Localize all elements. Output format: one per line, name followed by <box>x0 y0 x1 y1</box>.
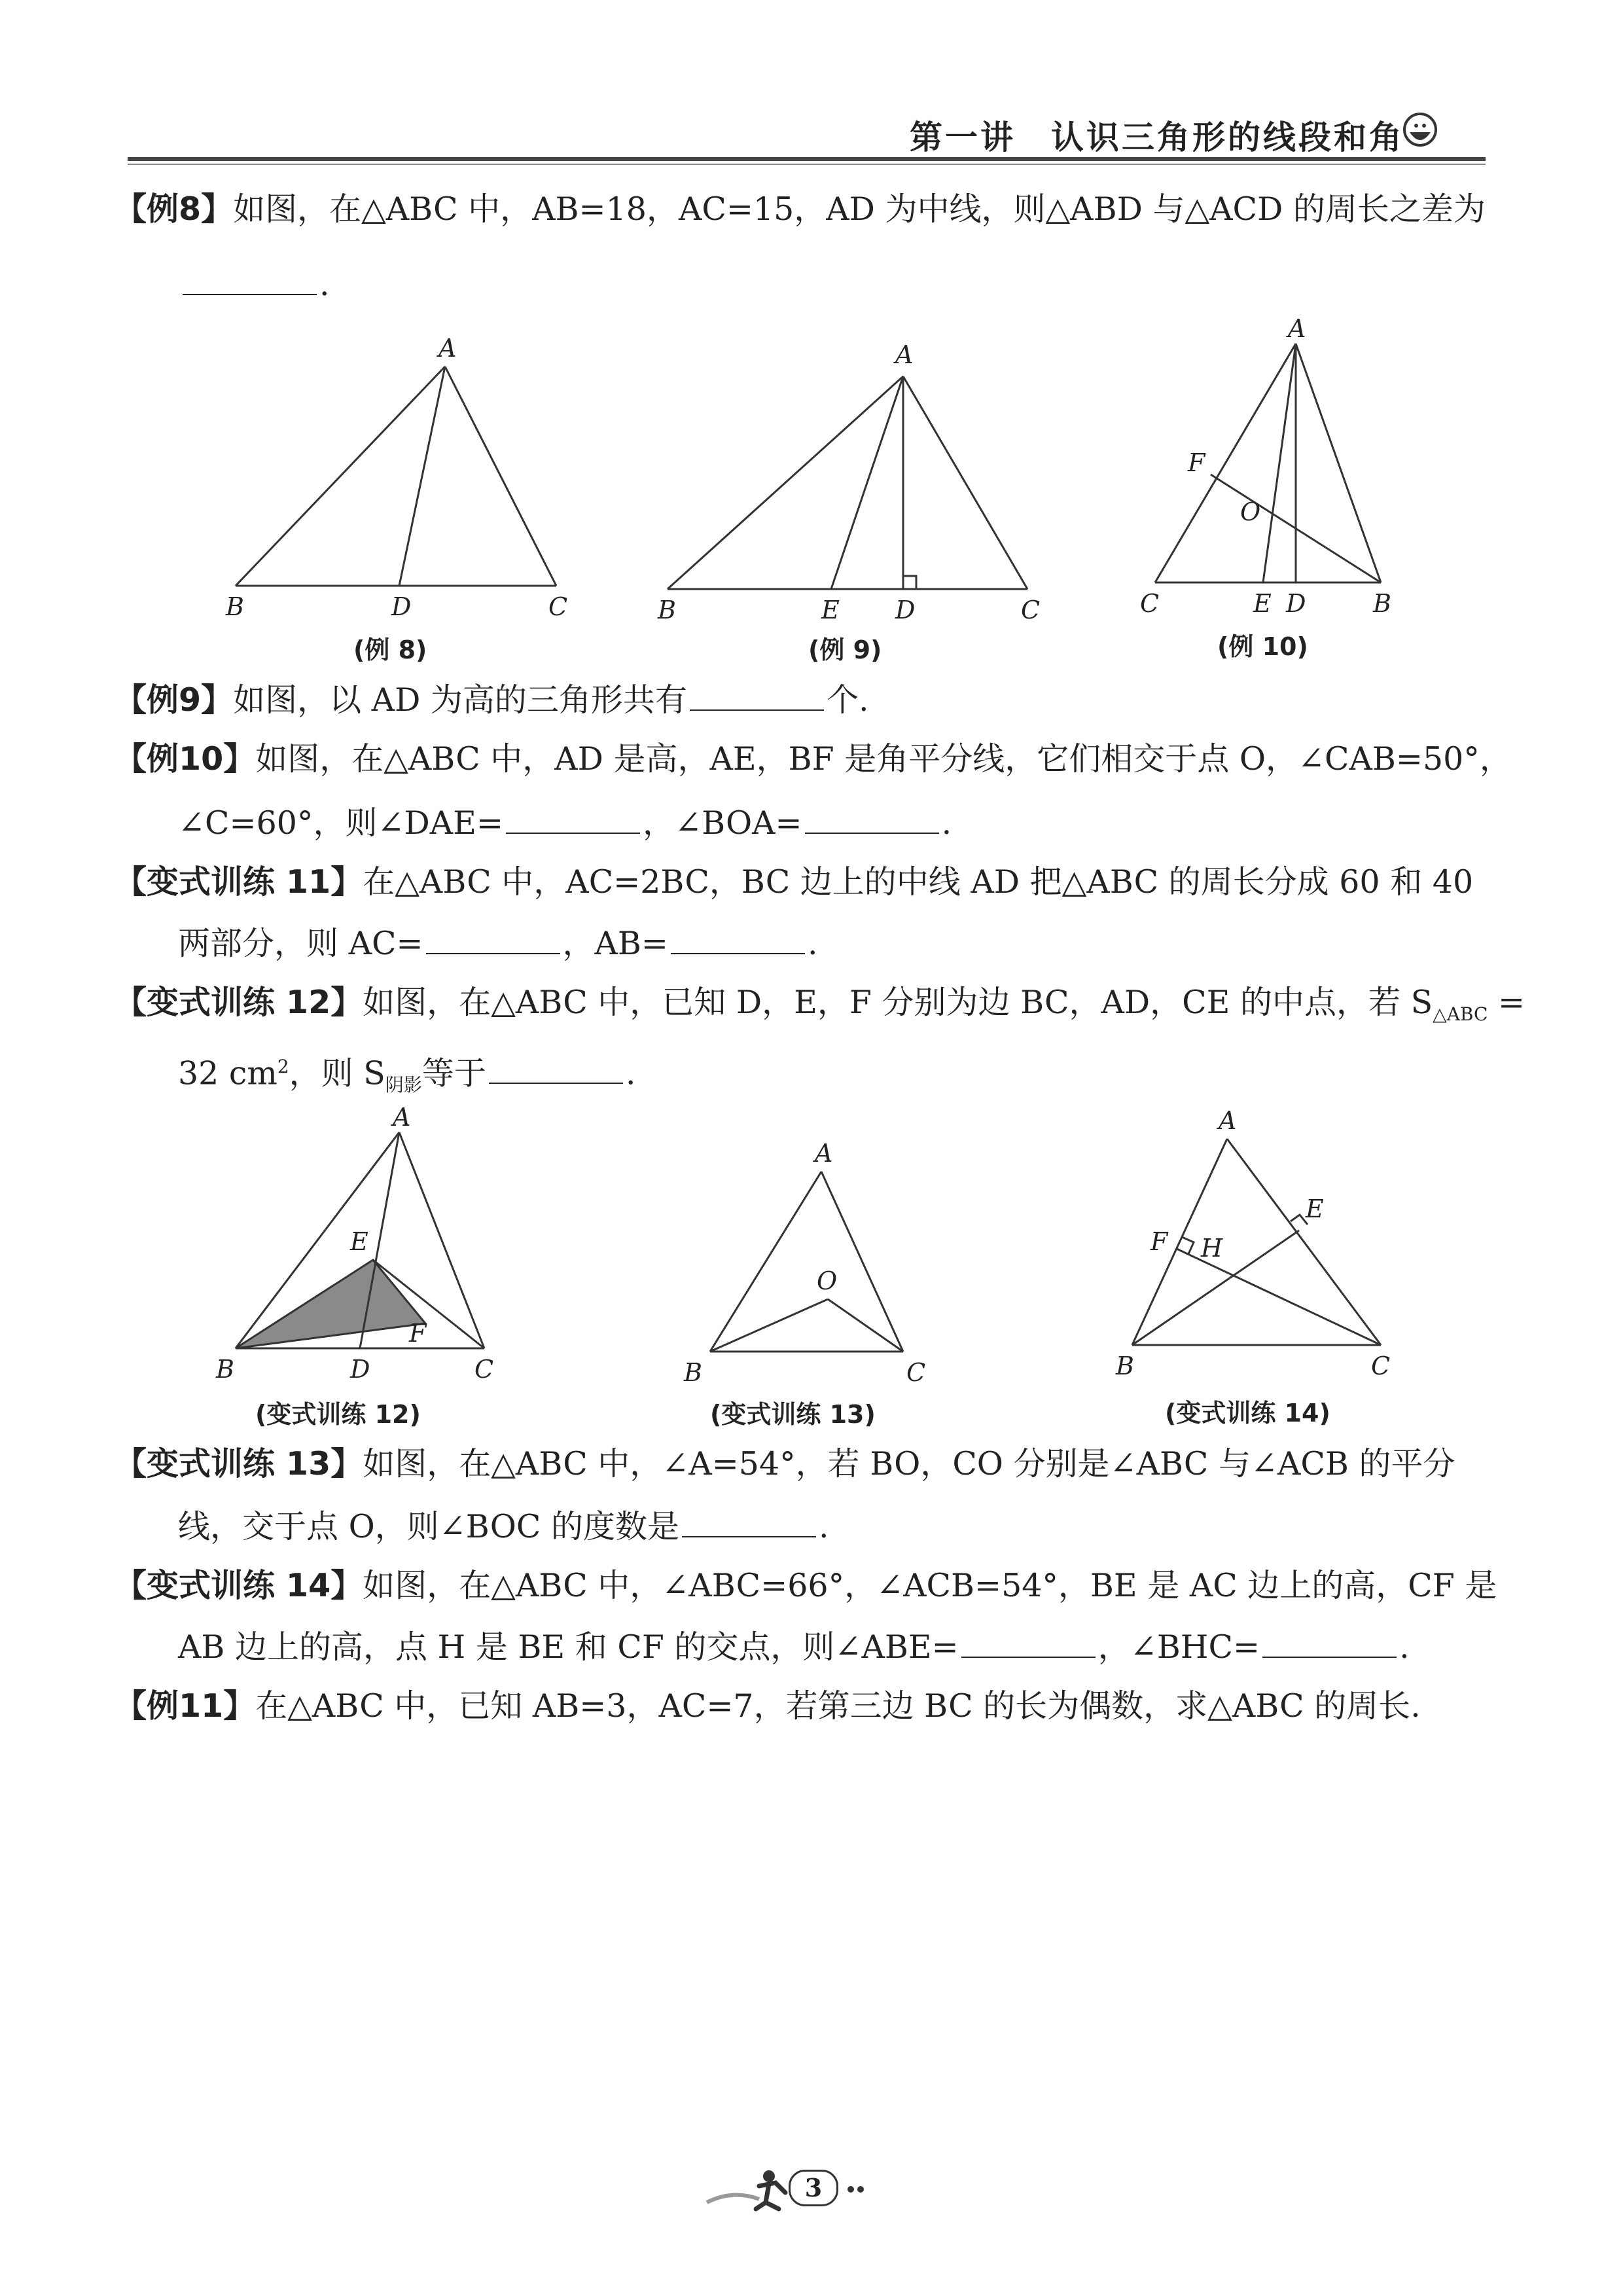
caption-v14: (变式训练 14) <box>1165 1399 1330 1427</box>
segment-AC <box>445 367 556 586</box>
ex9-answer-blank[interactable] <box>690 683 824 711</box>
segment-AC <box>821 1172 903 1352</box>
v13-line1: 【变式训练 13】如图，在△ABC 中，∠A=54°，若 BO，CO 分别是∠ABC 与∠ACB 的平分 <box>115 1445 1455 1482</box>
segment-BO <box>710 1299 828 1352</box>
label-O: O <box>1240 497 1261 526</box>
label-E: E <box>1306 1194 1324 1223</box>
label-A: A <box>895 340 914 369</box>
shaded-triangle-BEF <box>236 1260 425 1348</box>
figure-ex9 <box>648 334 1054 628</box>
v12-line1: 【变式训练 12】如图，在△ABC 中，已知 D，E，F 分别为边 BC，AD，CE 的中点，若 $S_{\triangle ABC}$ = <box>115 984 1525 1025</box>
ex10-line1: 【例10】如图，在△ABC 中，AD 是高，AE，BF 是角平分线，它们相交于点 O，∠CAB=50°， <box>115 740 1512 778</box>
segment-AE <box>1263 344 1296 583</box>
figure-v12 <box>209 1103 524 1401</box>
right-angle-mark <box>903 576 916 589</box>
v12-line2: 32 $cm^2$，则 $S_{阴影}$等于 . <box>178 1054 636 1096</box>
label-O: O <box>817 1266 838 1295</box>
label-H: H <box>1201 1234 1223 1263</box>
segment-AB <box>710 1172 821 1352</box>
ex10-line2: ∠C=60°，则∠DAE= ，∠BOA= . <box>178 804 952 842</box>
header-rule <box>128 157 1486 161</box>
ex8-answer-blank[interactable] <box>183 268 317 295</box>
v12-answer-blank[interactable] <box>489 1056 623 1084</box>
caption-ex9: (例 9) <box>808 636 882 664</box>
label-B: B <box>1373 589 1391 618</box>
v14-answer-blank-2[interactable] <box>1262 1630 1397 1658</box>
v11-answer-blank-2[interactable] <box>671 927 805 954</box>
caption-v13: (变式训练 13) <box>710 1400 876 1429</box>
v14-line1: 【变式训练 14】如图，在△ABC 中，∠ABC=66°，∠ACB=54°，BE 是 AC 边上的高，CF 是 <box>115 1567 1497 1604</box>
label-A: A <box>393 1103 411 1132</box>
label-C: C <box>1140 589 1160 618</box>
label-B: B <box>1116 1352 1134 1380</box>
v13-line2: 线，交于点 O，则∠BOC 的度数是 . <box>178 1508 829 1545</box>
segment-AB <box>236 367 445 586</box>
label-E: E <box>821 596 840 624</box>
ex9-line: 【例9】如图，以 AD 为高的三角形共有 个. <box>115 681 869 719</box>
ex10-answer-blank-2[interactable] <box>805 806 939 834</box>
label-C: C <box>548 592 568 621</box>
label-E: E <box>1253 589 1272 618</box>
header-rule-thin <box>128 164 1486 165</box>
caption-ex10: (例 10) <box>1217 632 1308 661</box>
v13-answer-blank[interactable] <box>682 1510 816 1537</box>
ex10-answer-blank-1[interactable] <box>506 806 640 834</box>
segment-AC <box>1227 1139 1381 1345</box>
label-B: B <box>684 1358 702 1387</box>
segment-AC <box>1155 344 1296 583</box>
figure-v14 <box>1106 1100 1433 1394</box>
smiley-icon <box>1400 110 1440 149</box>
label-D: D <box>895 596 916 624</box>
v14-answer-blank-1[interactable] <box>961 1630 1096 1658</box>
segment-AB <box>1296 344 1381 583</box>
label-D: D <box>1286 589 1306 618</box>
label-C: C <box>474 1355 494 1384</box>
v14-line2: AB 边上的高，点 H 是 BE 和 CF 的交点，则∠ABE= ，∠BHC= . <box>178 1628 1410 1666</box>
ex8-line2: . <box>180 265 330 304</box>
label-F: F <box>1188 448 1205 477</box>
segment-CF <box>1177 1249 1381 1345</box>
label-C: C <box>1021 596 1041 624</box>
label-F: F <box>409 1319 427 1348</box>
label-D: D <box>391 592 412 621</box>
ex11-line: 【例11】在△ABC 中，已知 AB=3，AC=7，若第三边 BC 的长为偶数，求△ABC 的周长. <box>115 1687 1421 1725</box>
v11-line1: 【变式训练 11】在△ABC 中，AC=2BC，BC 边上的中线 AD 把△ABC 的周长分成 60 和 40 <box>115 863 1474 901</box>
ex8-line1: 【例8】如图，在△ABC 中，AB=18，AC=15，AD 为中线，则△ABD 与△ACD 的周长之差为 <box>115 190 1486 228</box>
label-B: B <box>658 596 676 624</box>
label-A: A <box>1219 1106 1237 1135</box>
segment-AD <box>399 367 445 586</box>
v11-line2: 两部分，则 AC= ，AB= . <box>178 925 818 962</box>
label-B: B <box>216 1355 234 1384</box>
label-D: D <box>350 1355 370 1384</box>
caption-v12: (变式训练 12) <box>255 1400 421 1429</box>
v11-answer-blank-1[interactable] <box>426 927 560 954</box>
figure-ex10 <box>1126 308 1420 622</box>
label-F: F <box>1150 1227 1168 1256</box>
label-A: A <box>438 334 457 363</box>
segment-AC <box>903 376 1027 589</box>
caption-ex8: (例 8) <box>353 636 427 664</box>
label-B: B <box>226 592 244 621</box>
figure-ex8 <box>216 334 582 628</box>
label-A: A <box>1288 314 1306 343</box>
label-C: C <box>906 1358 926 1387</box>
chapter-title: 第一讲 认识三角形的线段和角 <box>910 118 1404 156</box>
label-C: C <box>1371 1352 1391 1380</box>
figure-v13 <box>674 1132 975 1394</box>
label-A: A <box>815 1139 833 1168</box>
page-number: 3 <box>789 2170 838 2206</box>
label-E: E <box>350 1227 368 1256</box>
